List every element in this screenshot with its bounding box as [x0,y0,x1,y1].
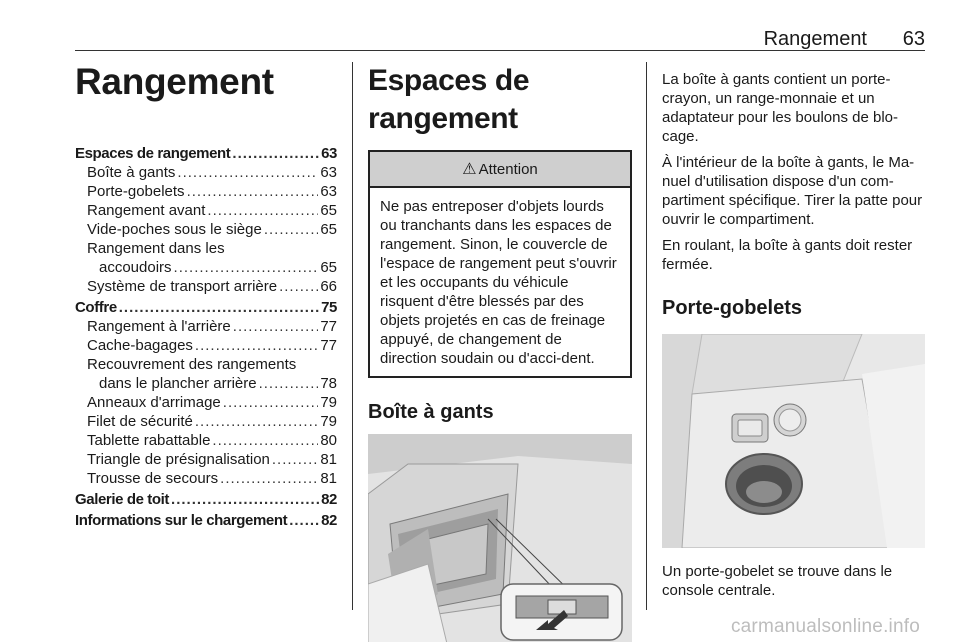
toc-leader-dots [223,393,319,412]
toc-entry[interactable] [75,431,337,450]
toc-entry[interactable] [75,412,337,431]
glovebox-drawing [368,434,632,642]
toc-entry[interactable] [75,144,337,163]
header-page-number: 63 [902,28,925,50]
cupholder-drawing [662,334,925,548]
glovebox-illustration [368,434,632,642]
toc-entry[interactable] [75,239,337,258]
toc-entry-page: 65 [320,259,337,276]
toc-entry-label: Coffre [75,299,117,316]
toc-entry-page: 81 [320,451,337,468]
column-divider-1 [352,62,353,610]
toc-entry[interactable] [75,182,337,201]
toc-entry-page: 77 [320,318,337,335]
toc-leader-dots [264,220,318,239]
toc-entry-label: Filet de sécurité [87,413,193,430]
toc-leader-dots [232,144,319,163]
toc-entry-label: Système de transport arrière [87,278,278,295]
toc-entry-label: Porte-gobelets [87,183,185,200]
toc-leader-dots [171,490,319,509]
toc-leader-dots [177,163,318,182]
attention-body: Ne pas entreposer d'objets lourds ou tranchants dans les espaces de rangement. Sinon, le couvercle de l'espace de rangement peut s'ouvrir et les occupants du véhicule risquent d'être blessés par des objets projetés en cas de freinage appuyé, de changement de direction soudain ou d'acci-dent. [380,198,617,367]
toc-entry[interactable] [75,201,337,220]
running-header [75,28,925,52]
toc-entry-page: 77 [320,337,337,354]
chapter-title: Rangement [75,61,274,102]
toc-leader-dots [195,412,318,431]
header-title: Rangement [763,28,867,50]
toc-entry[interactable] [75,317,337,336]
toc-entry-page: 79 [320,413,337,430]
glovebox-title: Boîte à gants [368,401,494,423]
toc-entry-page: 81 [320,470,337,487]
toc-entry-label: Anneaux d'arrimage [87,394,221,411]
toc-entry-page: 78 [320,375,337,392]
toc-entry[interactable] [75,450,337,469]
toc-entry-page: 63 [320,164,337,181]
toc-entry-label: accoudoirs [99,259,172,276]
toc-entry-page: 65 [320,202,337,219]
toc-entry[interactable] [75,220,337,239]
toc-entry-label: dans le plancher arrière [99,375,257,392]
toc-leader-dots [174,258,319,277]
table-of-contents [75,144,337,530]
toc-entry-page: 65 [320,221,337,238]
toc-entry-label: Cache-bagages [87,337,193,354]
toc-leader-dots [187,182,319,201]
toc-entry-label: Espaces de rangement [75,145,231,162]
toc-leader-dots [195,336,318,355]
column-divider-2 [646,62,647,610]
toc-leader-dots [119,298,319,317]
glovebox-paragraph-3: En roulant, la boîte à gants doit rester fermée. [662,237,913,273]
toc-entry-page: 80 [320,432,337,449]
toc-entry[interactable] [75,393,337,412]
warning-icon: ⚠ [462,161,477,178]
toc-entry[interactable] [75,336,337,355]
toc-entry-label: Rangement avant [87,202,206,219]
toc-entry[interactable] [75,277,337,296]
toc-entry-label: Boîte à gants [87,164,176,181]
toc-leader-dots [272,450,318,469]
toc-leader-dots [259,374,319,393]
cupholders-title: Porte-gobelets [662,297,803,319]
toc-entry-label: Galerie de toit [75,491,170,508]
toc-entry[interactable] [75,469,337,488]
toc-leader-dots [233,317,319,336]
attention-box [368,150,632,378]
toc-entry[interactable] [75,374,337,393]
toc-entry[interactable] [75,298,337,317]
toc-entry[interactable] [75,511,337,530]
toc-entry[interactable] [75,163,337,182]
toc-entry-page: 66 [320,278,337,295]
toc-entry-page: 63 [320,183,337,200]
toc-entry[interactable] [75,490,337,509]
toc-leader-dots [279,277,318,296]
toc-entry-page: 79 [320,394,337,411]
toc-leader-dots [212,431,318,450]
attention-header [370,152,630,188]
glovebox-paragraph-1: La boîte à gants contient un porte-crayon, un range-monnaie et un adaptateur pour les boulons de blo-cage. [662,71,899,145]
toc-leader-dots [289,511,319,530]
content-column-3 [662,70,925,607]
header-rule [75,50,925,51]
toc-entry-page: 75 [321,299,337,316]
toc-entry-page: 82 [321,491,337,508]
toc-entry[interactable] [75,258,337,277]
toc-entry-label: Triangle de présignalisation [87,451,270,468]
cupholder-illustration [662,334,925,548]
toc-entry-label: Trousse de secours [87,470,219,487]
toc-entry-label: Recouvrement des rangements [87,356,297,373]
toc-entry-label: Vide-poches sous le siège [87,221,262,238]
glovebox-paragraph-2: À l'intérieur de la boîte à gants, le Ma-nuel d'utilisation dispose d'un com-partiment spécifique. Tirer la patte pour ouvrir le compartiment. [662,154,923,228]
toc-entry-label: Tablette rabattable [87,432,211,449]
toc-entry-page: 63 [321,145,337,162]
attention-heading: Attention [478,160,538,178]
toc-entry-label: Informations sur le chargement [75,512,288,529]
watermark: carmanualsonline.info [730,616,920,637]
toc-entry-page: 82 [321,512,337,529]
section-title: Espaces de rangement [368,64,530,135]
toc-leader-dots [220,469,318,488]
content-column-2 [368,62,632,642]
toc-entry-label: Rangement dans les [87,240,225,257]
toc-column [75,62,337,530]
cupholders-paragraph: Un porte-gobelet se trouve dans le console centrale. [662,563,893,599]
toc-entry[interactable] [75,355,337,374]
toc-leader-dots [207,201,318,220]
toc-entry-label: Rangement à l'arrière [87,318,231,335]
